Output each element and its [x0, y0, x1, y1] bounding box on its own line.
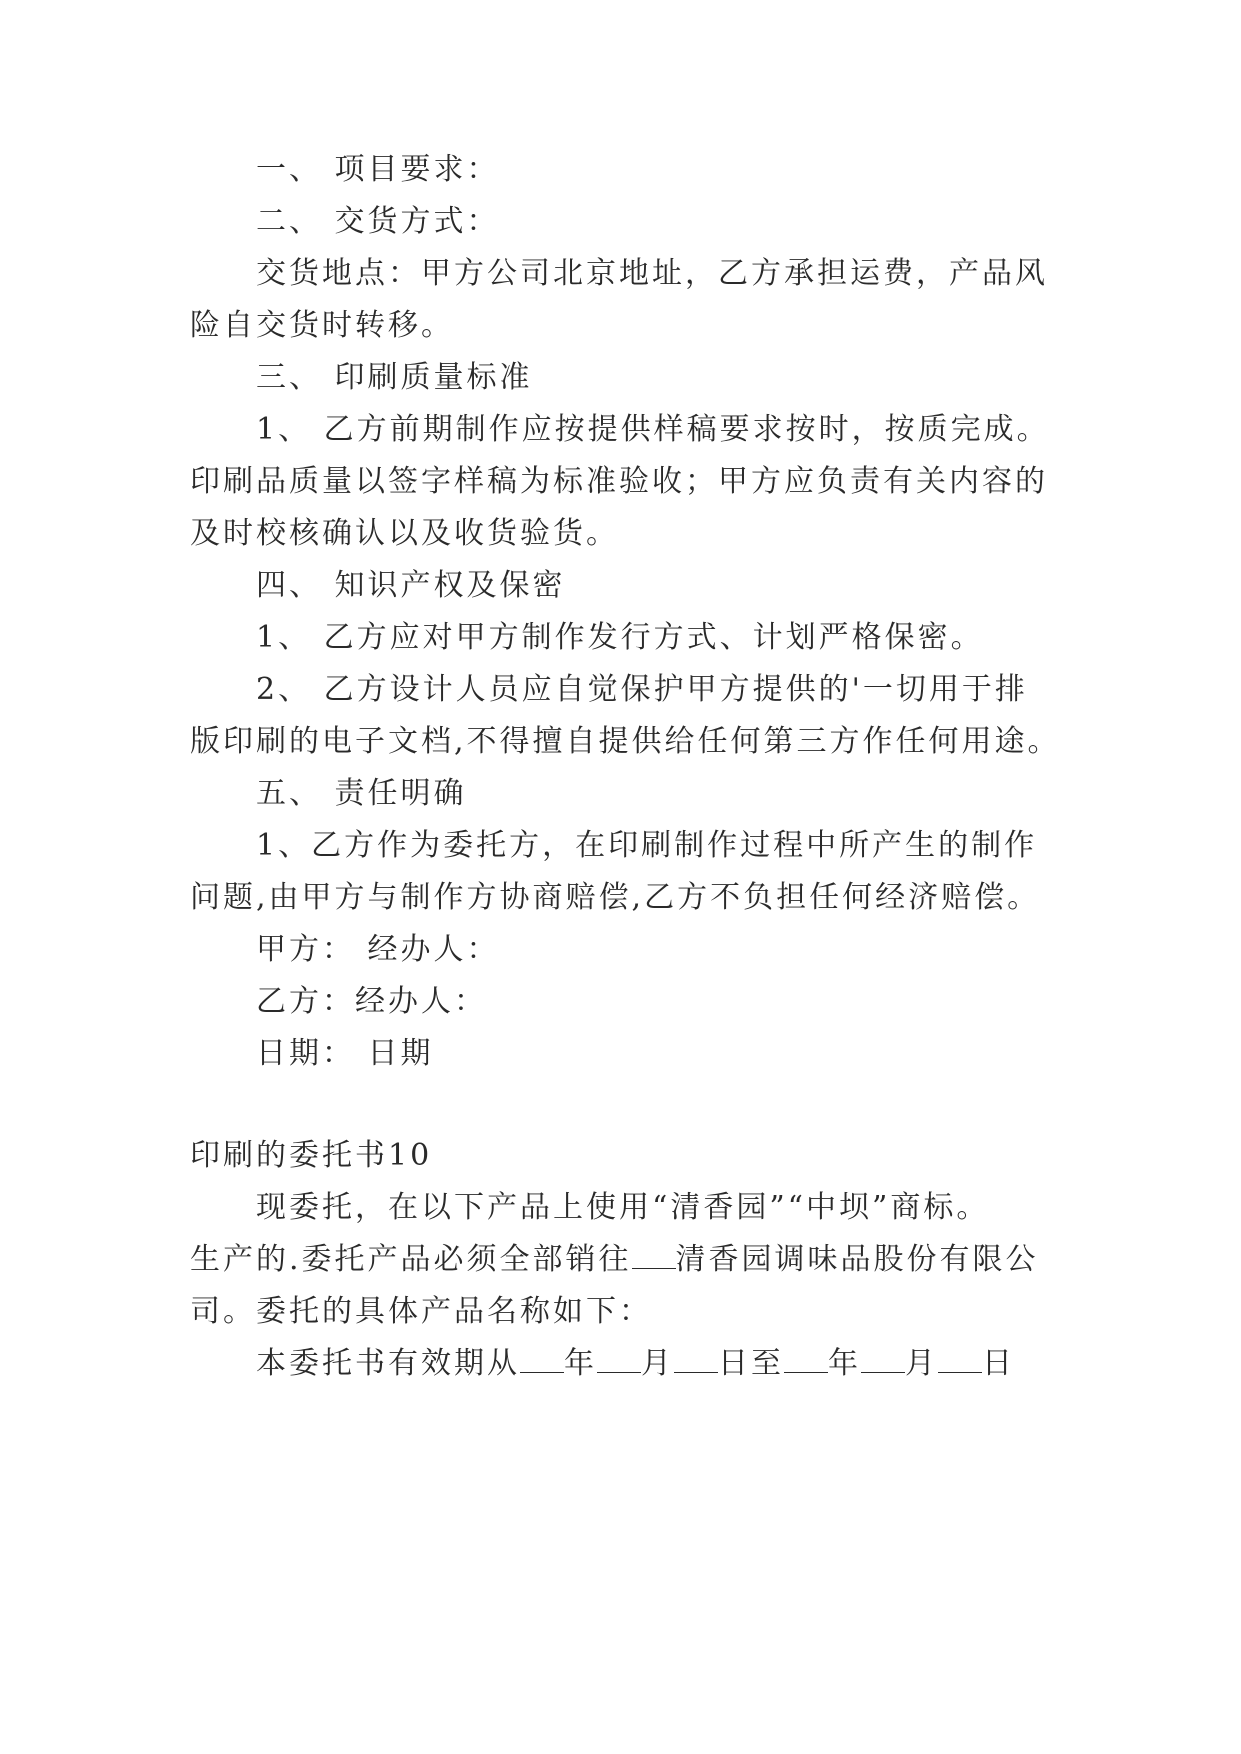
blank-start-month	[597, 1346, 641, 1373]
paragraph-validity-line1	[256, 1344, 1015, 1384]
signature-party-b: 乙方：经办人：	[256, 984, 487, 1019]
validity-year-label: 年	[564, 1346, 597, 1381]
section-title: 印刷的委托书10	[190, 1138, 433, 1173]
authorization-text-a: 生产的.委托产品必须全部销往	[190, 1242, 632, 1277]
paragraph-responsibility-line2: 问题,由甲方与制作方协商赔偿,乙方不负担任何经济赔偿。	[190, 880, 1041, 915]
paragraph-responsibility-line1: 1、乙方作为委托方，在印刷制作过程中所产生的制作	[256, 828, 1038, 863]
paragraph-authorization-line1: 现委托，在以下产品上使用“清香园”“中坝”商标。	[256, 1190, 990, 1225]
validity-end-day-label: 日	[982, 1346, 1015, 1381]
signature-party-a: 甲方： 经办人：	[256, 932, 500, 967]
signature-date: 日期： 日期	[256, 1036, 434, 1071]
paragraph-ip-item2-line1: 2、 乙方设计人员应自觉保护甲方提供的'一切用于排	[256, 672, 1028, 707]
paragraph-ip-item2-line2: 版印刷的电子文档,不得擅自提供给任何第三方作任何用途。	[190, 724, 1061, 759]
heading-print-quality: 三、 印刷质量标准	[256, 360, 533, 395]
blank-end-month	[861, 1346, 905, 1373]
paragraph-quality-line2: 印刷品质量以签字样稿为标准验收；甲方应负责有关内容的	[190, 464, 1048, 499]
blank-end-day	[938, 1346, 982, 1373]
heading-project-requirements: 一、 项目要求：	[256, 152, 500, 187]
heading-delivery-method: 二、 交货方式：	[256, 204, 500, 239]
blank-start-day	[674, 1346, 718, 1373]
paragraph-delivery-line2: 险自交货时转移。	[190, 308, 454, 343]
validity-month-label: 月	[641, 1346, 674, 1381]
validity-day-to-label: 日至	[718, 1346, 784, 1381]
paragraph-authorization-line3: 司。委托的具体产品名称如下：	[190, 1294, 652, 1329]
paragraph-authorization-line2	[190, 1240, 1039, 1280]
paragraph-quality-line3: 及时校核确认以及收货验货。	[190, 516, 619, 551]
paragraph-ip-item1: 1、 乙方应对甲方制作发行方式、计划严格保密。	[256, 620, 984, 655]
heading-ip-confidentiality: 四、 知识产权及保密	[256, 568, 566, 603]
validity-end-year-label: 年	[828, 1346, 861, 1381]
blank-end-year	[784, 1346, 828, 1373]
blank-start-year	[520, 1346, 564, 1373]
validity-end-month-label: 月	[905, 1346, 938, 1381]
paragraph-quality-line1: 1、 乙方前期制作应按提供样稿要求按时，按质完成。	[256, 412, 1050, 447]
blank-line	[632, 1242, 676, 1269]
validity-text: 本委托书有效期从	[256, 1346, 520, 1381]
authorization-text-b: 清香园调味品股份有限公	[675, 1242, 1039, 1277]
paragraph-delivery-line1: 交货地点：甲方公司北京地址，乙方承担运费，产品风	[256, 256, 1048, 291]
heading-responsibility: 五、 责任明确	[256, 776, 467, 811]
